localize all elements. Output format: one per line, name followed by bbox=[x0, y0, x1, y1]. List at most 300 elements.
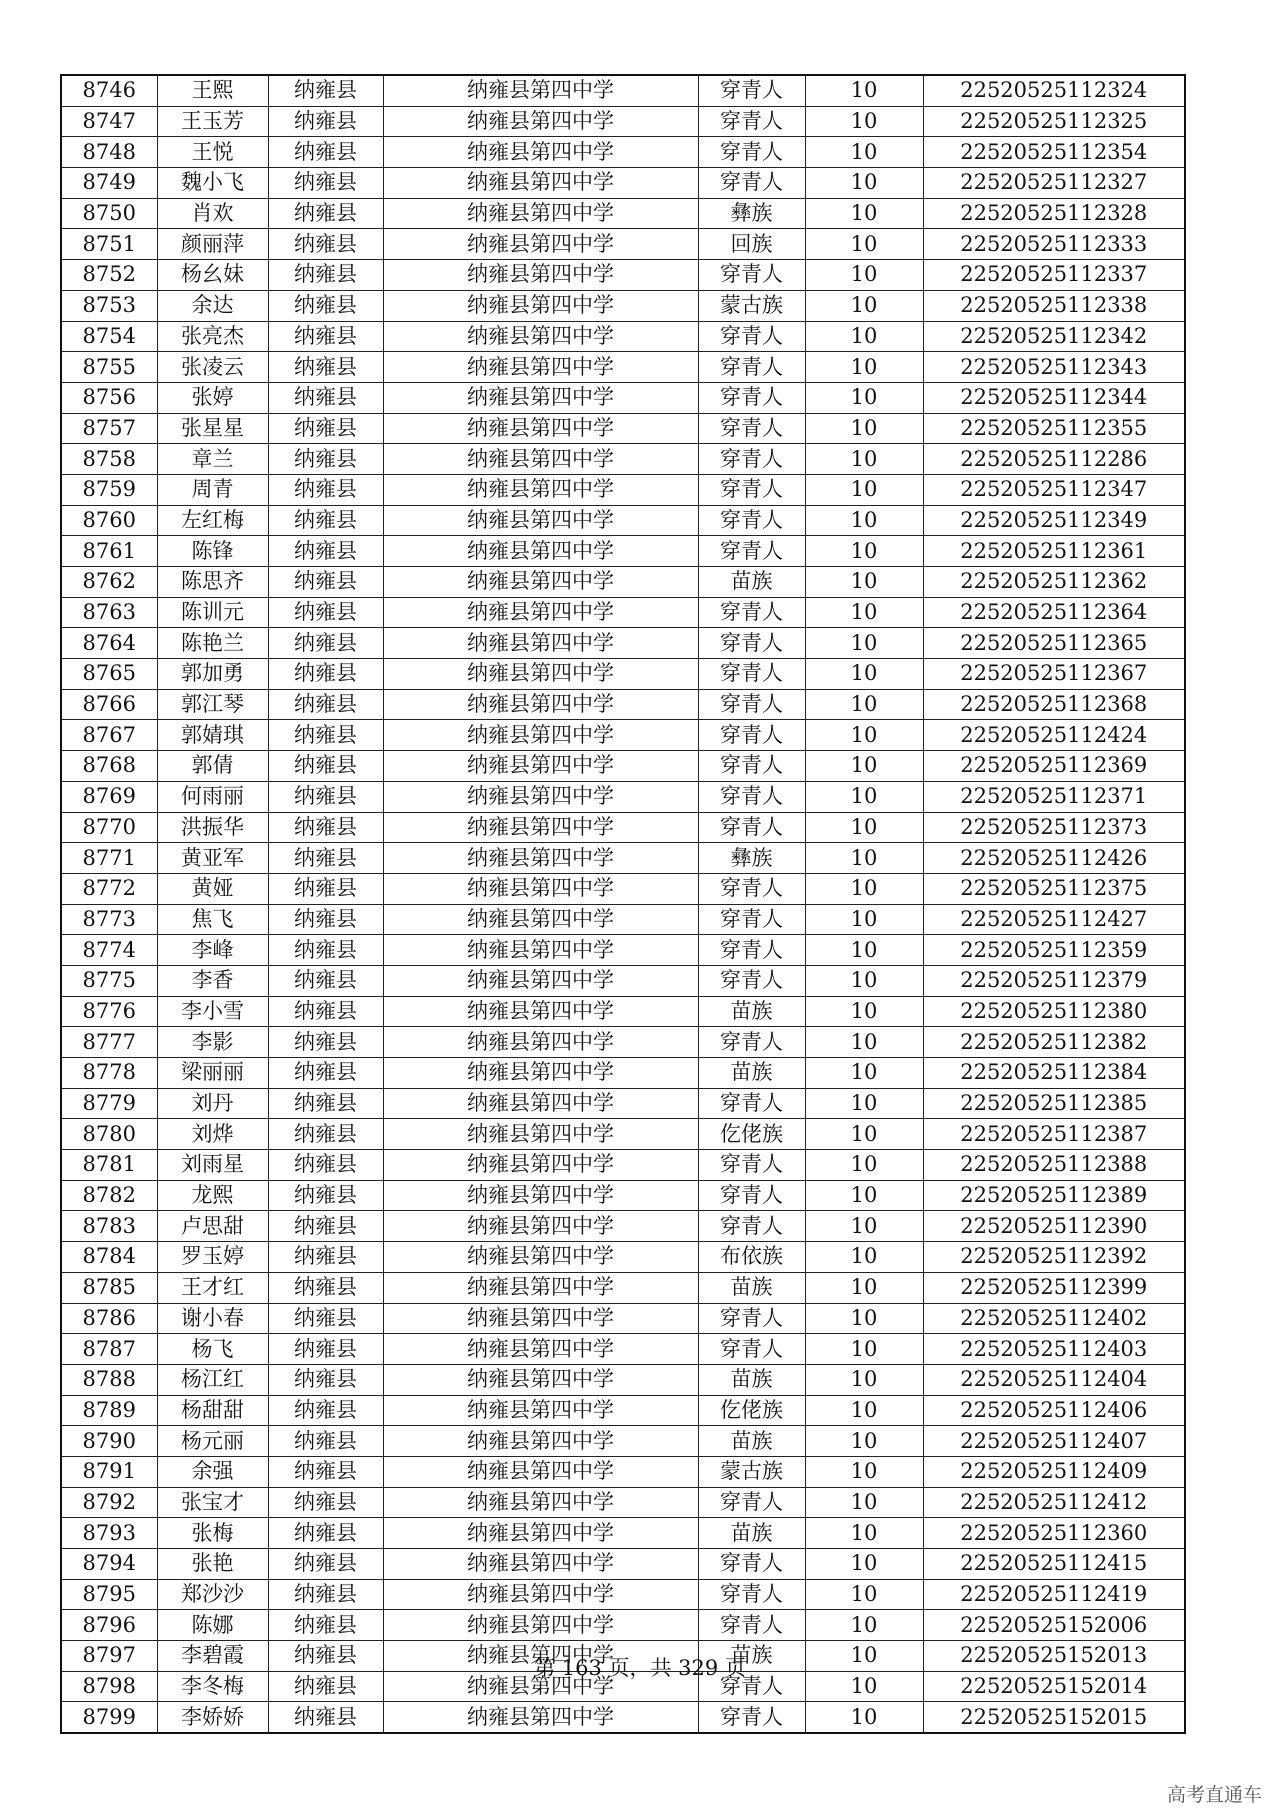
county-cell: 纳雍县 bbox=[268, 229, 383, 260]
exam-id-cell: 22520525112344 bbox=[923, 382, 1185, 413]
county-cell: 纳雍县 bbox=[268, 1088, 383, 1119]
ethnicity-cell: 仡佬族 bbox=[698, 1395, 805, 1426]
name-cell: 张亮杰 bbox=[157, 321, 268, 352]
exam-id-cell: 22520525112384 bbox=[923, 1058, 1185, 1089]
county-cell: 纳雍县 bbox=[268, 751, 383, 782]
exam-id-cell: 22520525112343 bbox=[923, 352, 1185, 383]
score-cell: 10 bbox=[805, 444, 923, 475]
county-cell: 纳雍县 bbox=[268, 137, 383, 168]
seq-cell: 8751 bbox=[61, 229, 157, 260]
ethnicity-cell: 穿青人 bbox=[698, 720, 805, 751]
name-cell: 左红梅 bbox=[157, 505, 268, 536]
county-cell: 纳雍县 bbox=[268, 1395, 383, 1426]
county-cell: 纳雍县 bbox=[268, 198, 383, 229]
seq-cell: 8769 bbox=[61, 781, 157, 812]
table-row bbox=[61, 1334, 1185, 1365]
table-row bbox=[61, 1456, 1185, 1487]
ethnicity-cell: 穿青人 bbox=[698, 505, 805, 536]
name-cell: 章兰 bbox=[157, 444, 268, 475]
table-row bbox=[61, 904, 1185, 935]
school-cell: 纳雍县第四中学 bbox=[383, 1150, 698, 1181]
exam-id-cell: 22520525152015 bbox=[923, 1702, 1185, 1733]
name-cell: 郭倩 bbox=[157, 751, 268, 782]
name-cell: 刘雨星 bbox=[157, 1150, 268, 1181]
school-cell: 纳雍县第四中学 bbox=[383, 689, 698, 720]
score-cell: 10 bbox=[805, 505, 923, 536]
name-cell: 李娇娇 bbox=[157, 1702, 268, 1733]
table-row bbox=[61, 382, 1185, 413]
score-cell: 10 bbox=[805, 290, 923, 321]
seq-cell: 8796 bbox=[61, 1610, 157, 1641]
score-cell: 10 bbox=[805, 474, 923, 505]
score-cell: 10 bbox=[805, 260, 923, 291]
exam-id-cell: 22520525152013 bbox=[923, 1641, 1185, 1672]
table-row bbox=[61, 1518, 1185, 1549]
exam-id-cell: 22520525112407 bbox=[923, 1426, 1185, 1457]
table-row bbox=[61, 75, 1185, 106]
seq-cell: 8788 bbox=[61, 1364, 157, 1395]
ethnicity-cell: 苗族 bbox=[698, 1518, 805, 1549]
seq-cell: 8784 bbox=[61, 1242, 157, 1273]
table-row bbox=[61, 1579, 1185, 1610]
score-cell: 10 bbox=[805, 812, 923, 843]
table-row bbox=[61, 1027, 1185, 1058]
school-cell: 纳雍县第四中学 bbox=[383, 659, 698, 690]
exam-id-cell: 22520525112402 bbox=[923, 1303, 1185, 1334]
name-cell: 王熙 bbox=[157, 75, 268, 106]
seq-cell: 8770 bbox=[61, 812, 157, 843]
name-cell: 李小雪 bbox=[157, 996, 268, 1027]
school-cell: 纳雍县第四中学 bbox=[383, 1549, 698, 1580]
ethnicity-cell: 穿青人 bbox=[698, 1610, 805, 1641]
ethnicity-cell: 彝族 bbox=[698, 843, 805, 874]
county-cell: 纳雍县 bbox=[268, 260, 383, 291]
seq-cell: 8791 bbox=[61, 1456, 157, 1487]
county-cell: 纳雍县 bbox=[268, 505, 383, 536]
table-row bbox=[61, 505, 1185, 536]
exam-id-cell: 22520525112412 bbox=[923, 1487, 1185, 1518]
exam-id-cell: 22520525112325 bbox=[923, 106, 1185, 137]
table-row bbox=[61, 1119, 1185, 1150]
name-cell: 李峰 bbox=[157, 935, 268, 966]
score-cell: 10 bbox=[805, 628, 923, 659]
school-cell: 纳雍县第四中学 bbox=[383, 720, 698, 751]
ethnicity-cell: 穿青人 bbox=[698, 1088, 805, 1119]
school-cell: 纳雍县第四中学 bbox=[383, 996, 698, 1027]
score-cell: 10 bbox=[805, 1395, 923, 1426]
table-row bbox=[61, 1364, 1185, 1395]
ethnicity-cell: 穿青人 bbox=[698, 137, 805, 168]
seq-cell: 8793 bbox=[61, 1518, 157, 1549]
school-cell: 纳雍县第四中学 bbox=[383, 843, 698, 874]
school-cell: 纳雍县第四中学 bbox=[383, 1395, 698, 1426]
seq-cell: 8768 bbox=[61, 751, 157, 782]
name-cell: 张婷 bbox=[157, 382, 268, 413]
score-cell: 10 bbox=[805, 1702, 923, 1733]
score-cell: 10 bbox=[805, 996, 923, 1027]
county-cell: 纳雍县 bbox=[268, 1272, 383, 1303]
ethnicity-cell: 穿青人 bbox=[698, 1334, 805, 1365]
name-cell: 杨幺妹 bbox=[157, 260, 268, 291]
exam-id-cell: 22520525112367 bbox=[923, 659, 1185, 690]
exam-id-cell: 22520525112360 bbox=[923, 1518, 1185, 1549]
ethnicity-cell: 穿青人 bbox=[698, 1702, 805, 1733]
score-cell: 10 bbox=[805, 567, 923, 598]
exam-id-cell: 22520525112324 bbox=[923, 75, 1185, 106]
seq-cell: 8780 bbox=[61, 1119, 157, 1150]
seq-cell: 8766 bbox=[61, 689, 157, 720]
seq-cell: 8782 bbox=[61, 1180, 157, 1211]
score-cell: 10 bbox=[805, 720, 923, 751]
name-cell: 魏小飞 bbox=[157, 168, 268, 199]
county-cell: 纳雍县 bbox=[268, 1579, 383, 1610]
exam-id-cell: 22520525112419 bbox=[923, 1579, 1185, 1610]
score-cell: 10 bbox=[805, 904, 923, 935]
ethnicity-cell: 穿青人 bbox=[698, 444, 805, 475]
seq-cell: 8759 bbox=[61, 474, 157, 505]
name-cell: 李香 bbox=[157, 965, 268, 996]
score-cell: 10 bbox=[805, 1058, 923, 1089]
school-cell: 纳雍县第四中学 bbox=[383, 75, 698, 106]
seq-cell: 8776 bbox=[61, 996, 157, 1027]
exam-id-cell: 22520525112349 bbox=[923, 505, 1185, 536]
ethnicity-cell: 穿青人 bbox=[698, 1027, 805, 1058]
seq-cell: 8746 bbox=[61, 75, 157, 106]
score-cell: 10 bbox=[805, 1180, 923, 1211]
school-cell: 纳雍县第四中学 bbox=[383, 1303, 698, 1334]
ethnicity-cell: 苗族 bbox=[698, 1272, 805, 1303]
ethnicity-cell: 穿青人 bbox=[698, 1487, 805, 1518]
county-cell: 纳雍县 bbox=[268, 689, 383, 720]
watermark: 高考直通车 bbox=[1166, 1784, 1262, 1806]
ethnicity-cell: 穿青人 bbox=[698, 352, 805, 383]
ethnicity-cell: 穿青人 bbox=[698, 1180, 805, 1211]
exam-id-cell: 22520525112427 bbox=[923, 904, 1185, 935]
county-cell: 纳雍县 bbox=[268, 1549, 383, 1580]
seq-cell: 8747 bbox=[61, 106, 157, 137]
seq-cell: 8752 bbox=[61, 260, 157, 291]
table-row bbox=[61, 229, 1185, 260]
seq-cell: 8778 bbox=[61, 1058, 157, 1089]
ethnicity-cell: 回族 bbox=[698, 229, 805, 260]
exam-id-cell: 22520525112362 bbox=[923, 567, 1185, 598]
name-cell: 肖欢 bbox=[157, 198, 268, 229]
ethnicity-cell: 苗族 bbox=[698, 1058, 805, 1089]
table-row bbox=[61, 935, 1185, 966]
table-row bbox=[61, 1272, 1185, 1303]
score-cell: 10 bbox=[805, 198, 923, 229]
exam-id-cell: 22520525112380 bbox=[923, 996, 1185, 1027]
score-cell: 10 bbox=[805, 1272, 923, 1303]
county-cell: 纳雍县 bbox=[268, 659, 383, 690]
county-cell: 纳雍县 bbox=[268, 474, 383, 505]
score-cell: 10 bbox=[805, 751, 923, 782]
name-cell: 王才红 bbox=[157, 1272, 268, 1303]
school-cell: 纳雍县第四中学 bbox=[383, 751, 698, 782]
school-cell: 纳雍县第四中学 bbox=[383, 382, 698, 413]
county-cell: 纳雍县 bbox=[268, 1150, 383, 1181]
score-cell: 10 bbox=[805, 1610, 923, 1641]
exam-id-cell: 22520525112409 bbox=[923, 1456, 1185, 1487]
county-cell: 纳雍县 bbox=[268, 352, 383, 383]
score-cell: 10 bbox=[805, 659, 923, 690]
ethnicity-cell: 苗族 bbox=[698, 996, 805, 1027]
exam-id-cell: 22520525112368 bbox=[923, 689, 1185, 720]
county-cell: 纳雍县 bbox=[268, 873, 383, 904]
name-cell: 张宝才 bbox=[157, 1487, 268, 1518]
exam-id-cell: 22520525112365 bbox=[923, 628, 1185, 659]
ethnicity-cell: 穿青人 bbox=[698, 597, 805, 628]
name-cell: 杨元丽 bbox=[157, 1426, 268, 1457]
score-cell: 10 bbox=[805, 229, 923, 260]
exam-id-cell: 22520525112382 bbox=[923, 1027, 1185, 1058]
exam-id-cell: 22520525112369 bbox=[923, 751, 1185, 782]
exam-id-cell: 22520525112361 bbox=[923, 536, 1185, 567]
table-row bbox=[61, 168, 1185, 199]
seq-cell: 8799 bbox=[61, 1702, 157, 1733]
ethnicity-cell: 穿青人 bbox=[698, 168, 805, 199]
seq-cell: 8763 bbox=[61, 597, 157, 628]
score-cell: 10 bbox=[805, 1671, 923, 1702]
school-cell: 纳雍县第四中学 bbox=[383, 260, 698, 291]
score-cell: 10 bbox=[805, 352, 923, 383]
table-row bbox=[61, 751, 1185, 782]
school-cell: 纳雍县第四中学 bbox=[383, 229, 698, 260]
exam-id-cell: 22520525112327 bbox=[923, 168, 1185, 199]
exam-id-cell: 22520525112371 bbox=[923, 781, 1185, 812]
exam-id-cell: 22520525112337 bbox=[923, 260, 1185, 291]
table-row bbox=[61, 413, 1185, 444]
school-cell: 纳雍县第四中学 bbox=[383, 567, 698, 598]
score-cell: 10 bbox=[805, 536, 923, 567]
school-cell: 纳雍县第四中学 bbox=[383, 536, 698, 567]
exam-id-cell: 22520525112364 bbox=[923, 597, 1185, 628]
score-cell: 10 bbox=[805, 168, 923, 199]
ethnicity-cell: 穿青人 bbox=[698, 873, 805, 904]
table-row bbox=[61, 536, 1185, 567]
county-cell: 纳雍县 bbox=[268, 567, 383, 598]
table-row bbox=[61, 597, 1185, 628]
ethnicity-cell: 穿青人 bbox=[698, 1579, 805, 1610]
name-cell: 梁丽丽 bbox=[157, 1058, 268, 1089]
name-cell: 张艳 bbox=[157, 1549, 268, 1580]
school-cell: 纳雍县第四中学 bbox=[383, 1671, 698, 1702]
county-cell: 纳雍县 bbox=[268, 935, 383, 966]
county-cell: 纳雍县 bbox=[268, 1487, 383, 1518]
school-cell: 纳雍县第四中学 bbox=[383, 1641, 698, 1672]
table-row bbox=[61, 198, 1185, 229]
name-cell: 颜丽萍 bbox=[157, 229, 268, 260]
ethnicity-cell: 蒙古族 bbox=[698, 290, 805, 321]
table-row bbox=[61, 1487, 1185, 1518]
table-row bbox=[61, 1610, 1185, 1641]
table-row bbox=[61, 1426, 1185, 1457]
ethnicity-cell: 穿青人 bbox=[698, 904, 805, 935]
school-cell: 纳雍县第四中学 bbox=[383, 413, 698, 444]
county-cell: 纳雍县 bbox=[268, 597, 383, 628]
exam-id-cell: 22520525112286 bbox=[923, 444, 1185, 475]
table-row bbox=[61, 843, 1185, 874]
score-cell: 10 bbox=[805, 843, 923, 874]
name-cell: 周青 bbox=[157, 474, 268, 505]
exam-id-cell: 22520525112375 bbox=[923, 873, 1185, 904]
county-cell: 纳雍县 bbox=[268, 1641, 383, 1672]
score-cell: 10 bbox=[805, 1119, 923, 1150]
ethnicity-cell: 穿青人 bbox=[698, 1671, 805, 1702]
exam-id-cell: 22520525112390 bbox=[923, 1211, 1185, 1242]
ethnicity-cell: 穿青人 bbox=[698, 75, 805, 106]
ethnicity-cell: 穿青人 bbox=[698, 321, 805, 352]
name-cell: 焦飞 bbox=[157, 904, 268, 935]
seq-cell: 8774 bbox=[61, 935, 157, 966]
county-cell: 纳雍县 bbox=[268, 1610, 383, 1641]
exam-id-cell: 22520525152006 bbox=[923, 1610, 1185, 1641]
score-cell: 10 bbox=[805, 1088, 923, 1119]
ethnicity-cell: 苗族 bbox=[698, 1364, 805, 1395]
county-cell: 纳雍县 bbox=[268, 1702, 383, 1733]
table-row bbox=[61, 1150, 1185, 1181]
county-cell: 纳雍县 bbox=[268, 965, 383, 996]
county-cell: 纳雍县 bbox=[268, 1456, 383, 1487]
ethnicity-cell: 穿青人 bbox=[698, 413, 805, 444]
ethnicity-cell: 苗族 bbox=[698, 1641, 805, 1672]
table-row bbox=[61, 1242, 1185, 1273]
exam-id-cell: 22520525152014 bbox=[923, 1671, 1185, 1702]
name-cell: 陈训元 bbox=[157, 597, 268, 628]
name-cell: 龙熙 bbox=[157, 1180, 268, 1211]
county-cell: 纳雍县 bbox=[268, 628, 383, 659]
county-cell: 纳雍县 bbox=[268, 536, 383, 567]
school-cell: 纳雍县第四中学 bbox=[383, 321, 698, 352]
seq-cell: 8753 bbox=[61, 290, 157, 321]
school-cell: 纳雍县第四中学 bbox=[383, 1610, 698, 1641]
county-cell: 纳雍县 bbox=[268, 444, 383, 475]
exam-id-cell: 22520525112389 bbox=[923, 1180, 1185, 1211]
score-cell: 10 bbox=[805, 1303, 923, 1334]
table-row bbox=[61, 1303, 1185, 1334]
name-cell: 陈娜 bbox=[157, 1610, 268, 1641]
score-cell: 10 bbox=[805, 1579, 923, 1610]
county-cell: 纳雍县 bbox=[268, 781, 383, 812]
exam-id-cell: 22520525112333 bbox=[923, 229, 1185, 260]
seq-cell: 8787 bbox=[61, 1334, 157, 1365]
name-cell: 李冬梅 bbox=[157, 1671, 268, 1702]
name-cell: 谢小春 bbox=[157, 1303, 268, 1334]
school-cell: 纳雍县第四中学 bbox=[383, 1027, 698, 1058]
exam-id-cell: 22520525112406 bbox=[923, 1395, 1185, 1426]
school-cell: 纳雍县第四中学 bbox=[383, 597, 698, 628]
table-row bbox=[61, 1088, 1185, 1119]
county-cell: 纳雍县 bbox=[268, 1211, 383, 1242]
ethnicity-cell: 穿青人 bbox=[698, 965, 805, 996]
ethnicity-cell: 穿青人 bbox=[698, 781, 805, 812]
table-row bbox=[61, 1702, 1185, 1733]
county-cell: 纳雍县 bbox=[268, 1242, 383, 1273]
table-row bbox=[61, 1211, 1185, 1242]
seq-cell: 8757 bbox=[61, 413, 157, 444]
score-cell: 10 bbox=[805, 1487, 923, 1518]
exam-id-cell: 22520525112392 bbox=[923, 1242, 1185, 1273]
seq-cell: 8789 bbox=[61, 1395, 157, 1426]
school-cell: 纳雍县第四中学 bbox=[383, 1426, 698, 1457]
table-row bbox=[61, 1395, 1185, 1426]
school-cell: 纳雍县第四中学 bbox=[383, 935, 698, 966]
roster-table bbox=[60, 74, 1186, 1734]
score-cell: 10 bbox=[805, 1641, 923, 1672]
table-row bbox=[61, 352, 1185, 383]
score-cell: 10 bbox=[805, 106, 923, 137]
table-row bbox=[61, 720, 1185, 751]
county-cell: 纳雍县 bbox=[268, 1303, 383, 1334]
name-cell: 洪振华 bbox=[157, 812, 268, 843]
score-cell: 10 bbox=[805, 1211, 923, 1242]
name-cell: 杨飞 bbox=[157, 1334, 268, 1365]
county-cell: 纳雍县 bbox=[268, 1119, 383, 1150]
seq-cell: 8798 bbox=[61, 1671, 157, 1702]
seq-cell: 8775 bbox=[61, 965, 157, 996]
county-cell: 纳雍县 bbox=[268, 1180, 383, 1211]
score-cell: 10 bbox=[805, 1334, 923, 1365]
county-cell: 纳雍县 bbox=[268, 75, 383, 106]
score-cell: 10 bbox=[805, 321, 923, 352]
exam-id-cell: 22520525112403 bbox=[923, 1334, 1185, 1365]
score-cell: 10 bbox=[805, 781, 923, 812]
seq-cell: 8795 bbox=[61, 1579, 157, 1610]
table-row bbox=[61, 965, 1185, 996]
county-cell: 纳雍县 bbox=[268, 1058, 383, 1089]
county-cell: 纳雍县 bbox=[268, 168, 383, 199]
exam-id-cell: 22520525112426 bbox=[923, 843, 1185, 874]
school-cell: 纳雍县第四中学 bbox=[383, 873, 698, 904]
county-cell: 纳雍县 bbox=[268, 1027, 383, 1058]
ethnicity-cell: 穿青人 bbox=[698, 1303, 805, 1334]
school-cell: 纳雍县第四中学 bbox=[383, 1518, 698, 1549]
name-cell: 余强 bbox=[157, 1456, 268, 1487]
table-row bbox=[61, 567, 1185, 598]
school-cell: 纳雍县第四中学 bbox=[383, 1334, 698, 1365]
seq-cell: 8749 bbox=[61, 168, 157, 199]
school-cell: 纳雍县第四中学 bbox=[383, 628, 698, 659]
seq-cell: 8764 bbox=[61, 628, 157, 659]
ethnicity-cell: 穿青人 bbox=[698, 106, 805, 137]
ethnicity-cell: 蒙古族 bbox=[698, 1456, 805, 1487]
seq-cell: 8762 bbox=[61, 567, 157, 598]
seq-cell: 8758 bbox=[61, 444, 157, 475]
name-cell: 黄娅 bbox=[157, 873, 268, 904]
seq-cell: 8748 bbox=[61, 137, 157, 168]
table-row bbox=[61, 781, 1185, 812]
exam-id-cell: 22520525112328 bbox=[923, 198, 1185, 229]
seq-cell: 8773 bbox=[61, 904, 157, 935]
county-cell: 纳雍县 bbox=[268, 413, 383, 444]
school-cell: 纳雍县第四中学 bbox=[383, 812, 698, 843]
school-cell: 纳雍县第四中学 bbox=[383, 1119, 698, 1150]
name-cell: 陈思齐 bbox=[157, 567, 268, 598]
name-cell: 卢思甜 bbox=[157, 1211, 268, 1242]
score-cell: 10 bbox=[805, 1549, 923, 1580]
seq-cell: 8785 bbox=[61, 1272, 157, 1303]
exam-id-cell: 22520525112424 bbox=[923, 720, 1185, 751]
score-cell: 10 bbox=[805, 1027, 923, 1058]
score-cell: 10 bbox=[805, 137, 923, 168]
score-cell: 10 bbox=[805, 1456, 923, 1487]
county-cell: 纳雍县 bbox=[268, 1426, 383, 1457]
table-row bbox=[61, 444, 1185, 475]
ethnicity-cell: 穿青人 bbox=[698, 1150, 805, 1181]
school-cell: 纳雍县第四中学 bbox=[383, 106, 698, 137]
name-cell: 王悦 bbox=[157, 137, 268, 168]
school-cell: 纳雍县第四中学 bbox=[383, 1456, 698, 1487]
